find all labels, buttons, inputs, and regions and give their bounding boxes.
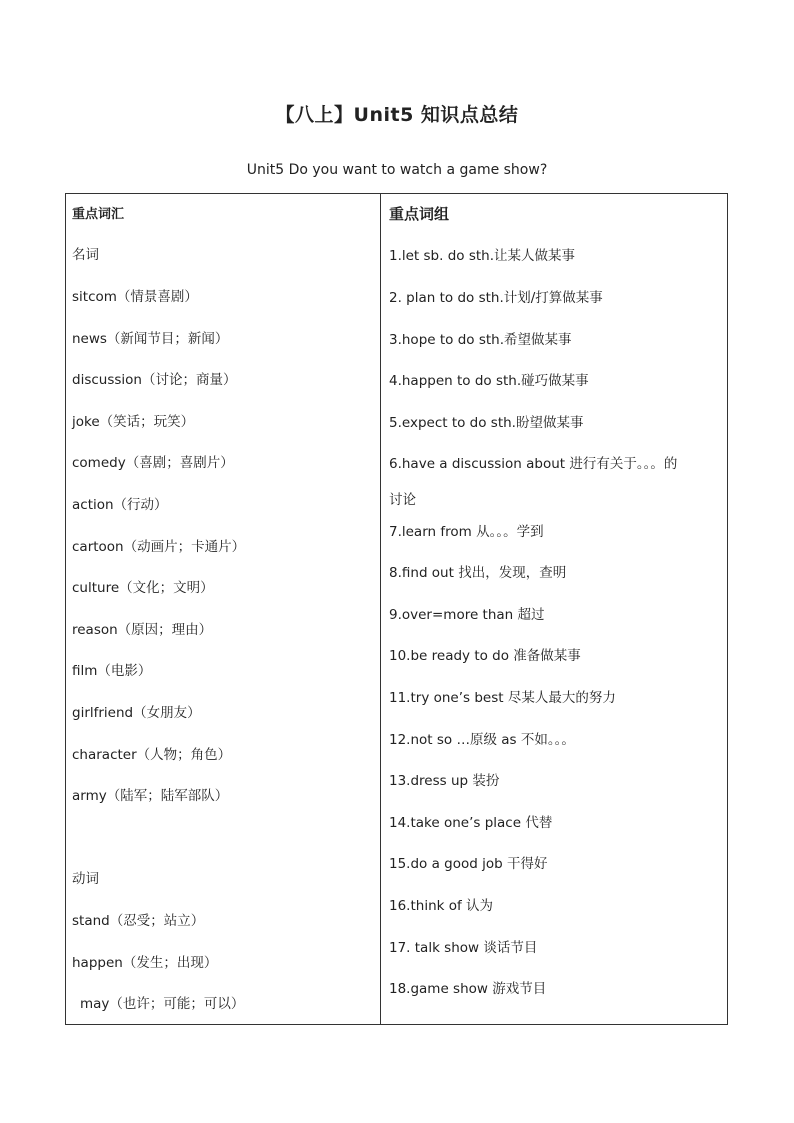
phrase-item: 13.dress up 装扮 (389, 773, 500, 789)
verb-label: 动词 (72, 871, 99, 887)
phrase-item: 17. talk show 谈话节目 (389, 940, 538, 956)
phrase-item: 7.learn from 从。。。学到 (389, 524, 544, 540)
column-divider (380, 194, 381, 1024)
vocab-item: film（电影） (72, 663, 152, 679)
phrase-item: 5.expect to do sth.盼望做某事 (389, 415, 584, 431)
page-title: 【八上】Unit5 知识点总结 (275, 104, 519, 126)
phrase-item: 11.try one’s best 尽某人最大的努力 (389, 690, 616, 706)
phrase-item: 14.take one’s place 代替 (389, 815, 553, 831)
vocab-item: army（陆军；陆军部队） (72, 788, 229, 804)
phrase-item: 18.game show 游戏节目 (389, 981, 547, 997)
vocab-item: girlfriend（女朋友） (72, 705, 201, 721)
vocab-item: cartoon（动画片；卡通片） (72, 539, 246, 555)
vocab-item: news（新闻节目；新闻） (72, 331, 229, 347)
phrases-header: 重点词组 (389, 205, 450, 223)
phrase-item: 2. plan to do sth.计划/打算做某事 (389, 290, 603, 306)
page-subtitle: Unit5 Do you want to watch a game show? (246, 162, 548, 178)
phrase-item: 9.over=more than 超过 (389, 607, 545, 623)
vocab-item: may（也许；可能；可以） (80, 996, 245, 1012)
vocab-item: discussion（讨论；商量） (72, 372, 237, 388)
phrase-item: 4.happen to do sth.碰巧做某事 (389, 373, 589, 389)
phrase-item: 10.be ready to do 准备做某事 (389, 648, 581, 664)
vocab-item: comedy（喜剧；喜剧片） (72, 455, 234, 471)
vocab-item: culture（文化；文明） (72, 580, 214, 596)
knowledge-table (65, 193, 728, 1025)
phrase-item: 讨论 (389, 492, 416, 508)
vocab-item: sitcom（情景喜剧） (72, 289, 198, 305)
vocab-item: happen（发生；出现） (72, 955, 218, 971)
vocab-item: reason（原因；理由） (72, 622, 213, 638)
phrase-item: 6.have a discussion about 进行有关于。。。的 (389, 456, 678, 472)
vocab-item: stand（忍受；站立） (72, 913, 205, 929)
vocab-item: action（行动） (72, 497, 168, 513)
phrase-item: 1.let sb. do sth.让某人做某事 (389, 248, 576, 264)
vocabulary-header: 重点词汇 (72, 207, 125, 222)
phrase-item: 8.find out 找出，发现，查明 (389, 565, 567, 581)
noun-label: 名词 (72, 247, 99, 263)
phrase-item: 15.do a good job 干得好 (389, 856, 548, 872)
vocab-item: joke（笑话；玩笑） (72, 414, 195, 430)
phrase-item: 16.think of 认为 (389, 898, 494, 914)
vocab-item: character（人物；角色） (72, 747, 232, 763)
phrase-item: 3.hope to do sth.希望做某事 (389, 332, 572, 348)
phrase-item: 12.not so …原级 as 不如。。。 (389, 732, 575, 748)
